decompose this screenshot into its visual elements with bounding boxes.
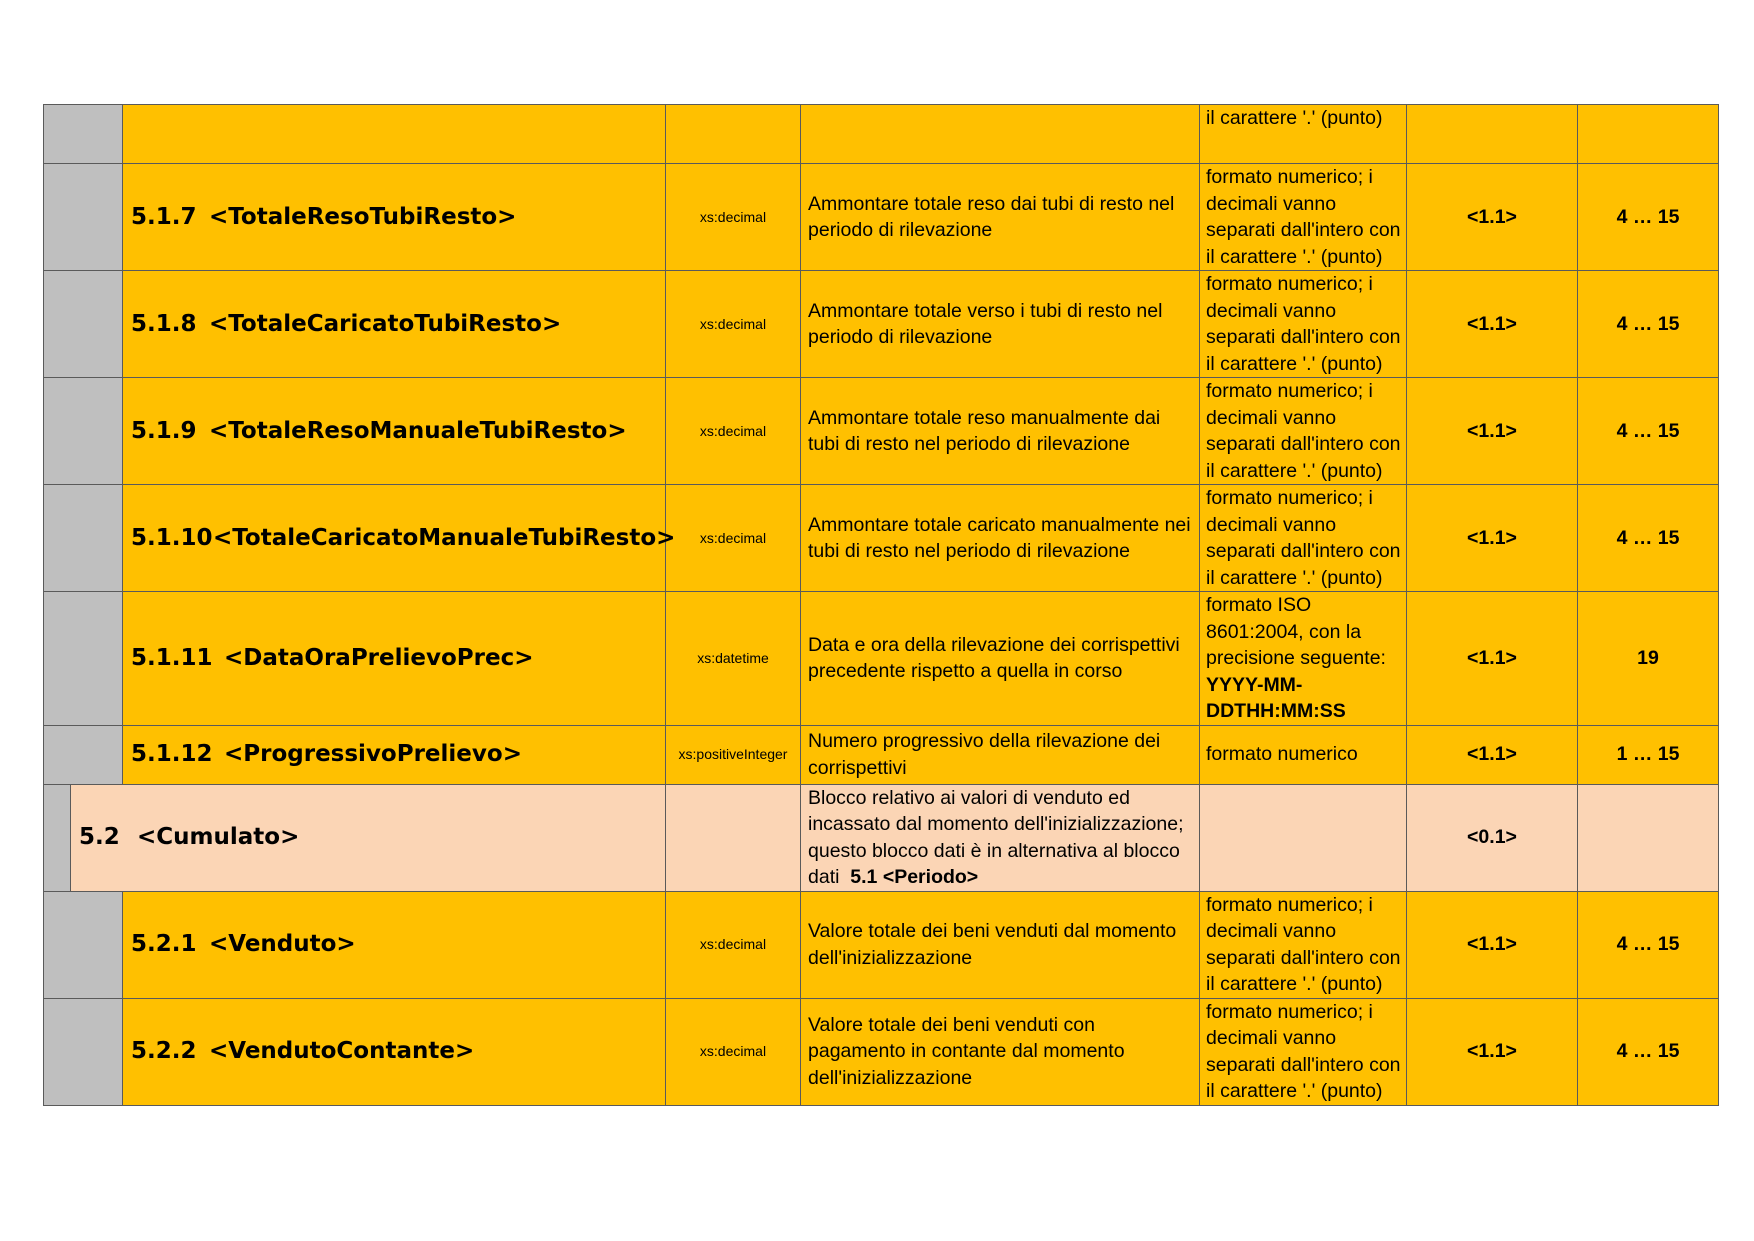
- table-row: [44, 725, 1719, 784]
- table-row: [44, 164, 1719, 271]
- element-code: 5.1.11: [131, 645, 213, 671]
- format-cell: formato numerico; i decimali vanno separati dall'intero con il carattere '.' (punto): [1200, 485, 1407, 592]
- format-cell: formato numerico; i decimali vanno separati dall'intero con il carattere '.' (punto): [1200, 378, 1407, 485]
- occurrence-cell: <1.1>: [1407, 891, 1578, 998]
- description-ref: 5.1 <Periodo>: [850, 866, 979, 888]
- format-cell: formato numerico; i decimali vanno separati dall'intero con il carattere '.' (punto): [1200, 164, 1407, 271]
- indent-cell: [44, 485, 123, 592]
- element-name-cell: [123, 485, 676, 592]
- element-tag: <TotaleResoTubiResto>: [209, 203, 517, 230]
- type-cell: [666, 784, 801, 891]
- indent-cell: [44, 784, 71, 891]
- description-cell: Ammontare totale reso manualmente dai tubi di resto nel periodo di rilevazione: [801, 378, 1200, 485]
- description-cell: [801, 784, 1200, 891]
- format-cell: [1200, 784, 1407, 891]
- description-cell: [801, 105, 1200, 164]
- type-cell: xs:decimal: [666, 378, 801, 485]
- length-cell: 4 … 15: [1578, 271, 1719, 378]
- indent-cell: [44, 592, 123, 726]
- element-name-cell: [123, 998, 666, 1105]
- table-row: [44, 998, 1719, 1105]
- length-cell: 4 … 15: [1578, 891, 1719, 998]
- element-tag: <TotaleResoManualeTubiResto>: [209, 417, 627, 444]
- element-tag: <TotaleCaricatoTubiResto>: [209, 310, 562, 337]
- description-cell: Ammontare totale reso dai tubi di resto nel periodo di rilevazione: [801, 164, 1200, 271]
- table-row: [44, 891, 1719, 998]
- occurrence-cell: <1.1>: [1407, 592, 1578, 726]
- indent-cell: [44, 998, 123, 1105]
- format-cell: formato numerico; i decimali vanno separati dall'intero con il carattere '.' (punto): [1200, 271, 1407, 378]
- element-code: 5.2.2: [131, 1038, 197, 1065]
- element-code: 5.1.8: [131, 310, 197, 337]
- spec-table: [43, 104, 1718, 1106]
- type-cell: xs:decimal: [666, 164, 801, 271]
- length-cell: 19: [1578, 592, 1719, 726]
- element-code: 5.1.12: [131, 741, 213, 768]
- format-cell: [1200, 592, 1407, 726]
- occurrence-cell: <1.1>: [1407, 378, 1578, 485]
- length-cell: [1578, 784, 1719, 891]
- table-row: [44, 105, 1719, 164]
- table-row: [44, 485, 1719, 592]
- element-code: 5.2: [79, 824, 120, 851]
- element-name-cell: [123, 271, 666, 378]
- length-cell: 1 … 15: [1578, 725, 1719, 784]
- length-cell: 4 … 15: [1578, 998, 1719, 1105]
- indent-cell: [44, 891, 123, 998]
- format-text: formato ISO 8601:2004, con la precisione seguente:: [1206, 594, 1386, 669]
- table-row: [44, 378, 1719, 485]
- description-cell: Data e ora della rilevazione dei corrispettivi precedente rispetto a quella in corso: [801, 592, 1200, 726]
- element-tag: <ProgressivoPrelievo>: [224, 741, 522, 768]
- format-pattern: YYYY-MM-DDTHH:MM:SS: [1206, 673, 1346, 722]
- indent-cell: [44, 378, 123, 485]
- description-cell: Valore totale dei beni venduti con pagamento in contante dal momento dell'inizializzazione: [801, 998, 1200, 1105]
- element-code: 5.1.10: [131, 524, 213, 551]
- element-code: 5.2.1: [131, 931, 197, 958]
- occurrence-cell: <1.1>: [1407, 485, 1578, 592]
- element-name-cell: [123, 105, 666, 164]
- format-cell: formato numerico; i decimali vanno separati dall'intero con il carattere '.' (punto): [1200, 891, 1407, 998]
- occurrence-cell: <1.1>: [1407, 998, 1578, 1105]
- type-cell: xs:decimal: [666, 998, 801, 1105]
- element-tag: <DataOraPrelievoPrec>: [224, 645, 534, 671]
- length-cell: 4 … 15: [1578, 378, 1719, 485]
- type-cell: xs:datetime: [666, 592, 801, 726]
- description-cell: Numero progressivo della rilevazione dei corrispettivi: [801, 725, 1200, 784]
- element-name-cell: [123, 891, 666, 998]
- format-cell: formato numerico: [1200, 725, 1407, 784]
- element-tag: <Venduto>: [209, 931, 356, 958]
- type-cell: xs:positiveInteger: [666, 725, 801, 784]
- length-cell: [1578, 105, 1719, 164]
- description-cell: Valore totale dei beni venduti dal momento dell'inizializzazione: [801, 891, 1200, 998]
- format-cell: il carattere '.' (punto): [1200, 105, 1407, 164]
- table-row: [44, 271, 1719, 378]
- description-cell: Ammontare totale verso i tubi di resto nel periodo di rilevazione: [801, 271, 1200, 378]
- description-text: Blocco relativo ai valori di venduto ed incassato dal momento dell'inizializzazione; questo blocco dati è in alternativa al blocco dati: [808, 786, 1184, 888]
- length-cell: 4 … 15: [1578, 164, 1719, 271]
- element-tag: <TotaleCaricatoManualeTubiResto>: [213, 524, 676, 551]
- element-table: [43, 104, 1719, 1106]
- occurrence-cell: <1.1>: [1407, 164, 1578, 271]
- format-cell: formato numerico; i decimali vanno separati dall'intero con il carattere '.' (punto): [1200, 998, 1407, 1105]
- indent-cell: [44, 725, 123, 784]
- table-row-block: [44, 784, 1719, 891]
- indent-cell: [44, 164, 123, 271]
- element-tag: <Cumulato>: [137, 824, 300, 851]
- element-name-cell: [123, 592, 666, 726]
- element-name-cell: [123, 725, 666, 784]
- indent-cell: [44, 105, 123, 164]
- description-cell: Ammontare totale caricato manualmente nei tubi di resto nel periodo di rilevazione: [801, 485, 1200, 592]
- length-cell: 4 … 15: [1578, 485, 1719, 592]
- element-code: 5.1.9: [131, 417, 197, 444]
- type-cell: xs:decimal: [666, 891, 801, 998]
- occurrence-cell: [1407, 105, 1578, 164]
- element-tag: <VendutoContante>: [209, 1038, 475, 1065]
- occurrence-cell: <1.1>: [1407, 725, 1578, 784]
- type-cell: xs:decimal: [666, 271, 801, 378]
- table-row: [44, 592, 1719, 726]
- element-name-cell: [123, 164, 666, 271]
- occurrence-cell: <0.1>: [1407, 784, 1578, 891]
- type-cell: xs:decimal: [666, 485, 801, 592]
- element-code: 5.1.7: [131, 203, 197, 230]
- element-name-cell: [123, 378, 666, 485]
- type-cell: [666, 105, 801, 164]
- occurrence-cell: <1.1>: [1407, 271, 1578, 378]
- indent-cell: [44, 271, 123, 378]
- element-name-cell: [71, 784, 666, 891]
